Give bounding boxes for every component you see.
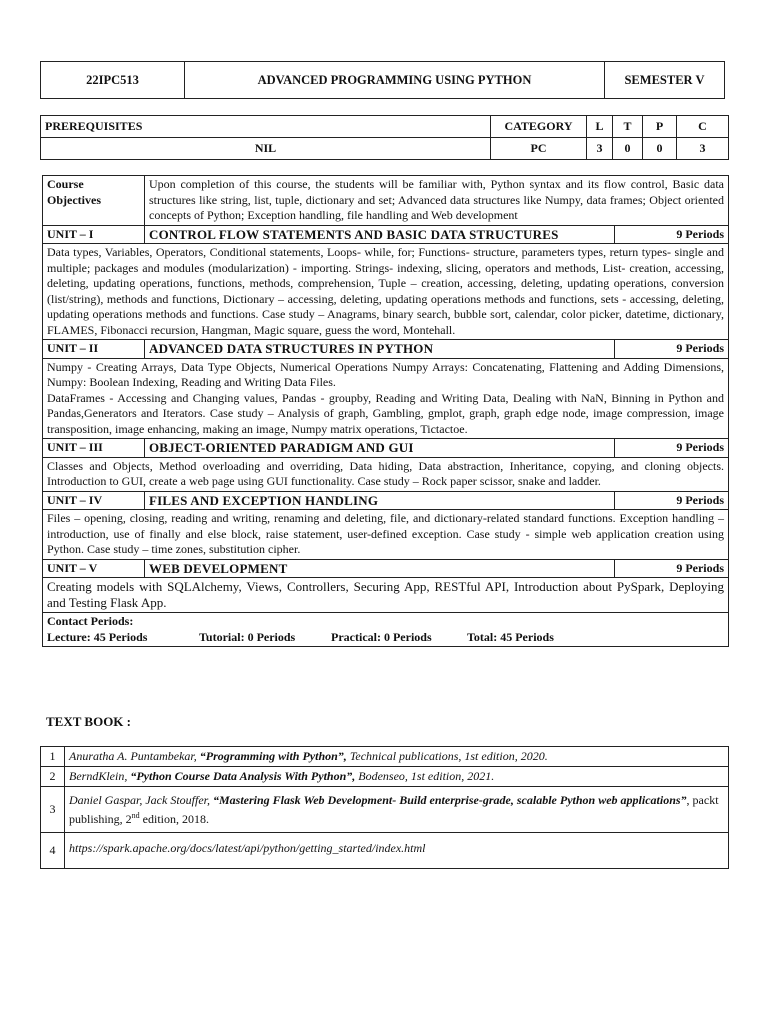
t-value: 0 [613,138,643,160]
c-header: C [677,116,729,138]
unit-label: UNIT – I [43,225,145,244]
unit-periods: 9 Periods [615,439,729,458]
unit-title: WEB DEVELOPMENT [145,559,615,578]
book-entry: BerndKlein, “Python Course Data Analysis With Python”, Bodenseo, 1st edition, 2021. [65,767,729,787]
objectives-text: Upon completion of this course, the students will be familiar with, Python syntax and its flow control, Basic data structures like string, list, tuple, dictionary and set; Advanced data structures like Numpy, data frames; Object oriented concepts of Python; Exception handling, file handling and Web development [145,176,729,226]
p-value: 0 [643,138,677,160]
unit-content: Classes and Objects, Method overloading and overriding, Data hiding, Data abstraction, Inheritance, copying, and cloning objects. Introduction to GUI, create a web page using GUI functionality. Case study – Rock paper scissor, snake and ladder. [43,457,729,491]
syllabus-table [42,175,729,647]
contact-periods [43,613,729,647]
objectives-label: Course Objectives [43,176,145,226]
book-number: 4 [41,833,65,869]
practical-periods: Practical: 0 Periods [331,629,432,644]
p-header: P [643,116,677,138]
unit-content: Files – opening, closing, reading and writing, renaming and deleting, file, and dictionary-related standard functions. Exception handling – introduction, use of finally and else block, raise statement, user-defined exception. Case study - simple web application creation using Python. Case study – time zones, substitution cipher. [43,510,729,560]
unit-periods: 9 Periods [615,225,729,244]
textbook-heading: TEXT BOOK : [46,714,132,729]
l-header: L [587,116,613,138]
unit-content: Data types, Variables, Operators, Conditional statements, Loops- while, for; Functions- structure, parameters types, return types- single and multiple; packages and modules (modularization) - importing. Strings- indexing, slicing, operators and methods, List- creation, accessing, deleting, updating operations, functions, methods, comprehension, Tuple – creation, accessing, deleting, updating operations, conversion (list/string), methods and functions, Dictionary – accessing, deleting, updating operations methods and functions, sets - accessing, deleting, updating operations methods and functions. Case study – Anagrams, binary search, bubble sort, calendar, color picker, datetime, dictionary, FLAMES, Fibonacci recursion, Hangman, Magic square, guess the word, Montehall. [43,244,729,340]
unit-content [43,358,729,439]
semester: SEMESTER V [605,62,725,99]
prereq-header: PREREQUISITES [41,116,491,138]
category-header: CATEGORY [491,116,587,138]
unit-periods: 9 Periods [615,340,729,359]
category-value: PC [491,138,587,160]
url-link[interactable]: https://spark.apache.org/docs/latest/api/python/getting_started/index.html [69,841,426,855]
unit-title: ADVANCED DATA STRUCTURES IN PYTHON [145,340,615,359]
total-periods: Total: 45 Periods [467,629,554,644]
book-entry: Anuratha A. Puntambekar, “Programming with Python”, Technical publications, 1st edition, 2020. [65,747,729,767]
unit-label: UNIT – III [43,439,145,458]
unit-paragraph: DataFrames - Accessing and Changing values, Pandas - groupby, Reading and Writing Data, Dealing with NaN, Binning in Python and Pandas,Generators and Iterators. Case study – Analysis of graph, Gambling, gmplot, graph, graph edge node, image compression, image transposition, image enhancing, making an image, Numpy matrix operations, Tictactoe. [47,390,724,436]
unit-periods: 9 Periods [615,491,729,510]
t-header: T [613,116,643,138]
unit-periods: 9 Periods [615,559,729,578]
course-code: 22IPC513 [41,62,185,99]
unit-label: UNIT – IV [43,491,145,510]
prereq-value: NIL [41,138,491,160]
book-url[interactable] [65,833,729,869]
prerequisites-table [40,115,729,160]
unit-content: Creating models with SQLAlchemy, Views, Controllers, Securing App, RESTful API, Introduction about PySpark, Deploying and Testing Flask App. [43,578,729,613]
tutorial-periods: Tutorial: 0 Periods [199,629,296,644]
book-entry: Daniel Gaspar, Jack Stouffer, “Mastering Flask Web Development- Build enterprise-grade, scalable Python web applications”, packt publishing, 2nd edition, 2018. [65,787,729,833]
unit-label: UNIT – V [43,559,145,578]
contact-label: Contact Periods: [47,614,134,628]
textbook-table [40,746,729,869]
unit-label: UNIT – II [43,340,145,359]
lecture-periods: Lecture: 45 Periods [47,629,148,644]
c-value: 3 [677,138,729,160]
course-header-table [40,61,725,99]
unit-title: FILES AND EXCEPTION HANDLING [145,491,615,510]
book-number: 1 [41,747,65,767]
book-number: 3 [41,787,65,833]
unit-paragraph: Numpy - Creating Arrays, Data Type Objects, Numerical Operations Numpy Arrays: Concatenating, Flattening and Adding Dimensions, Numpy: Boolean Indexing, Reading and Writing Data Files. [47,359,724,389]
book-number: 2 [41,767,65,787]
unit-title: OBJECT-ORIENTED PARADIGM AND GUI [145,439,615,458]
unit-title: CONTROL FLOW STATEMENTS AND BASIC DATA STRUCTURES [145,225,615,244]
course-title: ADVANCED PROGRAMMING USING PYTHON [185,62,605,99]
l-value: 3 [587,138,613,160]
